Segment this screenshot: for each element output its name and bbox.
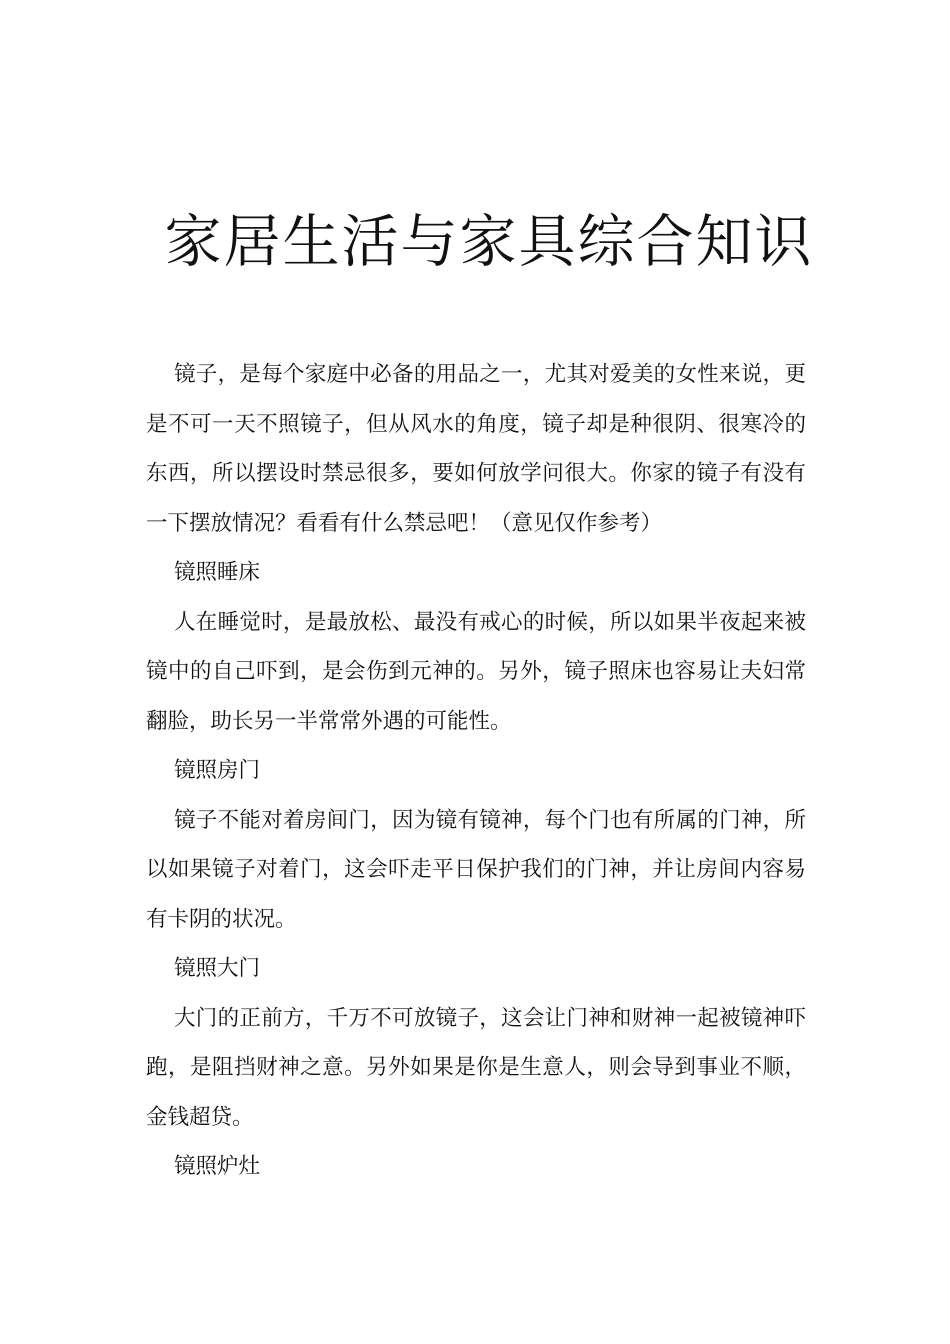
section-heading-main-door: 镜照大门 [174,956,261,981]
section-heading-stove: 镜照炉灶 [174,1154,261,1179]
section-heading-bed: 镜照睡床 [174,560,261,585]
document-title: 家居生活与家具综合知识 [164,209,814,275]
document-body [146,350,806,1192]
paragraph-room-door: 镜子不能对着房间门，因为镜有镜神，每个门也有所属的门神，所以如果镜子对着门，这会吓走平日保护我们的门神，并让房间内容易有卡阴的状况。 [146,807,806,932]
section-heading-room-door: 镜照房门 [174,758,261,783]
intro-paragraph: 镜子，是每个家庭中必备的用品之一，尤其对爱美的女性来说，更是不可一天不照镜子，但从风水的角度，镜子却是种很阴、很寒冷的东西，所以摆设时禁忌很多，要如何放学问很大。你家的镜子有没有一下摆放情况？看看有什么禁忌吧！（意见仅作参考） [146,362,806,536]
paragraph-main-door: 大门的正前方，千万不可放镜子，这会让门神和财神一起被镜神吓跑，是阻挡财神之意。另外如果是你是生意人，则会导到事业不顺，金钱超贷。 [146,1005,806,1130]
paragraph-bed: 人在睡觉时，是最放松、最没有戒心的时候，所以如果半夜起来被镜中的自己吓到，是会伤到元神的。另外，镜子照床也容易让夫妇常翻脸，助长另一半常常外遇的可能性。 [146,609,806,734]
